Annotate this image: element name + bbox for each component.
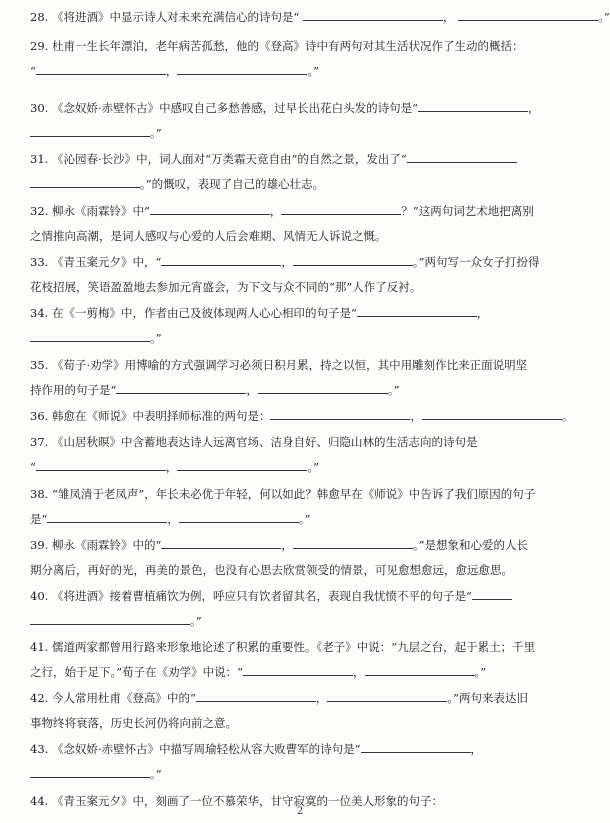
answer-blank[interactable]	[150, 200, 270, 215]
answer-blank[interactable]	[30, 173, 140, 188]
question-number: 41.	[30, 640, 49, 654]
question-number: 28.	[30, 10, 49, 24]
question-number: 44.	[30, 794, 49, 808]
answer-blank[interactable]	[177, 456, 307, 471]
answer-blank[interactable]	[47, 508, 167, 523]
question-number: 29.	[30, 39, 49, 53]
question-39: 39. 柳永《雨霖铃》中的“ ， 。”是想象和心爱的人长 期分离后，再好的光，再美的景色，也没有心思去欣赏领受的情景，可见愈想愈远，愈远愈思。	[30, 533, 574, 583]
answer-blank[interactable]	[361, 738, 471, 753]
question-28: 28. 《将进酒》中显示诗人对未来充满信心的诗句是“ ， 。”	[30, 5, 574, 30]
answer-blank[interactable]	[161, 251, 281, 266]
page-number: 2	[296, 806, 304, 817]
answer-blank[interactable]	[281, 200, 401, 215]
answer-blank[interactable]	[36, 456, 166, 471]
question-number: 30.	[30, 101, 49, 115]
question-43: 43. 《念奴娇·赤壁怀古》中描写周瑜轻松从容大败曹军的诗句是“ ， 。”	[30, 737, 574, 787]
answer-blank[interactable]	[327, 687, 447, 702]
question-number: 32.	[30, 204, 49, 218]
question-number: 39.	[30, 538, 49, 552]
answer-blank[interactable]	[30, 122, 150, 137]
answer-blank[interactable]	[30, 327, 150, 342]
question-38: 38. “雏凤清于老凤声”，年长未必优于年轻，何以如此？韩愈早在《师说》中告诉了我们原因的句子 是“ ， 。”	[30, 487, 536, 526]
answer-blank[interactable]	[196, 687, 316, 702]
answer-blank[interactable]	[472, 585, 512, 600]
answer-blank[interactable]	[116, 379, 246, 394]
question-40: 40. 《将进酒》接着曹植痛饮为例，呼应只有饮者留其名，表现自我忧愤不平的句子是“ 。”	[30, 584, 574, 634]
answer-blank[interactable]	[243, 661, 353, 676]
question-number: 40.	[30, 589, 49, 603]
answer-blank[interactable]	[30, 610, 190, 625]
question-44: 44. 《青玉案元夕》中，刻画了一位不慕荣华，甘守寂寞的一位美人形象的句子：	[30, 794, 443, 808]
question-32: 32. 柳永《雨霖铃》中“ ， ？”这两句词艺术地把离别 之情推向高潮，是词人感叹与心爱的人后会难期、风情无人诉说之慨。	[30, 199, 574, 249]
question-number: 31.	[30, 152, 49, 166]
question-number: 35.	[30, 358, 49, 372]
question-number: 37.	[30, 435, 49, 449]
question-number: 34.	[30, 306, 49, 320]
answer-blank[interactable]	[293, 251, 413, 266]
answer-blank[interactable]	[458, 6, 598, 21]
question-29: 29. 杜甫一生长年漂泊，老年病苦孤愁，他的《登高》诗中有两句对其生活状况作了生动的概括： “ ， 。”	[30, 39, 524, 78]
answer-blank[interactable]	[270, 405, 410, 420]
question-35: 35. 《荀子·劝学》用博喻的方式强调学习必须日积月累，持之以恒，其中用雕刻作比来正面说明坚 持作用的句子是“ ， 。”	[30, 358, 528, 397]
answer-blank[interactable]	[177, 60, 307, 75]
question-34: 34. 在《一剪梅》中，作者由己及彼体现两人心心相印的句子是“ ， 。”	[30, 301, 574, 351]
question-31: 31. 《沁园春·长沙》中，词人面对“万类霜天竞自由”的自然之景，发出了“ 。”的慨叹，表现了自己的雄心壮志。	[30, 147, 574, 197]
answer-blank[interactable]	[357, 302, 477, 317]
question-number: 36.	[30, 409, 49, 423]
answer-blank[interactable]	[258, 379, 388, 394]
question-42: 42. 今人常用杜甫《登高》中的“ ， 。”两句来表达旧 事物终将衰落，历史长河仍将向前之意。	[30, 686, 574, 736]
answer-blank[interactable]	[36, 60, 166, 75]
answer-blank[interactable]	[303, 6, 443, 21]
question-37: 37. 《山居秋暝》中含蓄地表达诗人远离官场、洁身自好、归隐山林的生活志向的诗句是 “ ， 。”	[30, 435, 478, 474]
answer-blank[interactable]	[179, 508, 299, 523]
answer-blank[interactable]	[293, 534, 413, 549]
question-41: 41. 儒道两家都曾用行路来形象地论述了积累的重要性。《老子》中说：“九层之台，起于累土；千里 之行，始于足下。”荀子在《劝学》中说：“ ， 。”	[30, 640, 536, 679]
question-number: 38.	[30, 487, 49, 501]
question-36: 36. 韩愈在《师说》中表明择师标准的两句是： ， 。	[30, 404, 574, 429]
answer-blank[interactable]	[422, 405, 562, 420]
question-number: 42.	[30, 691, 49, 705]
question-33: 33. 《青玉案元夕》中，“ ， 。”两句写一众女子打扮得 花枝招展，笑语盈盈地去参加元宵盛会，为下文与众不同的“那”人作了反衬。	[30, 250, 574, 300]
question-number: 33.	[30, 255, 49, 269]
answer-blank[interactable]	[365, 661, 475, 676]
answer-blank[interactable]	[161, 534, 281, 549]
answer-blank[interactable]	[418, 97, 528, 112]
question-30: 30. 《念奴娇·赤壁怀古》中感叹自己多愁善感，过早长出花白头发的诗句是“ ， 。”	[30, 96, 574, 146]
answer-blank[interactable]	[407, 148, 517, 163]
question-number: 43.	[30, 742, 49, 756]
answer-blank[interactable]	[30, 763, 150, 778]
